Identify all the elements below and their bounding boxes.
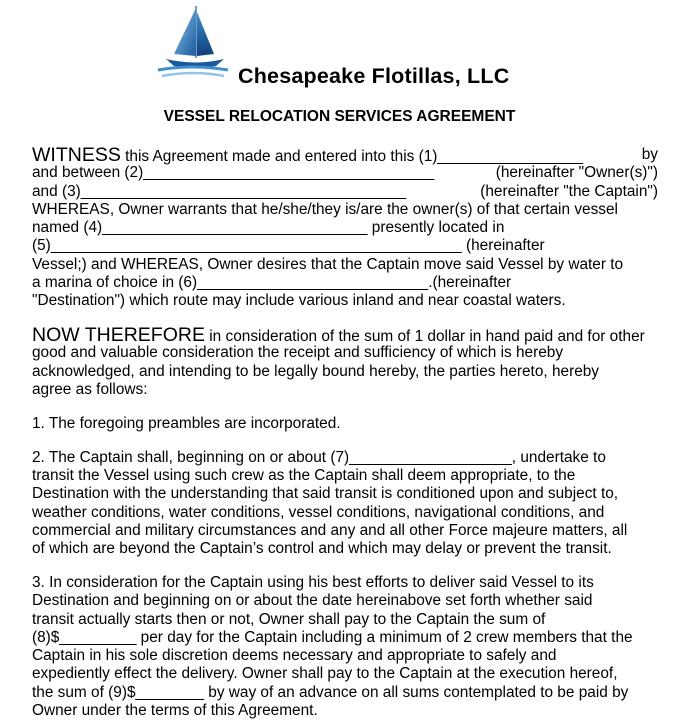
clause-line: the sum of (9)$________ by way of an advance on all sums contemplated to be paid by (32, 683, 629, 701)
now-therefore-line: acknowledged, and intending to be legally bound hereby, the parties hereto, hereby (32, 362, 600, 380)
sailboat-logo-icon (152, 4, 234, 84)
clause-line: of which are beyond the Captain’s control and which may delay or prevent the transit. (32, 540, 612, 558)
witness-line-text: by (641, 146, 658, 163)
witness-line-text: this Agreement made and entered into this (1)_________________ (120, 148, 583, 165)
now-therefore-line-text: in consideration of the sum of 1 dollar in hand paid and for other (204, 328, 645, 346)
witness-line: "Destination") which route may include various inland and near coastal waters. (32, 292, 566, 310)
clause-line: weather conditions, water conditions, vessel conditions, navigational conditions, and (32, 503, 605, 521)
clause-line: Captain in his sole discretion deems necessary and appropriate to safely and (32, 647, 557, 665)
now-therefore-paragraph (32, 326, 658, 399)
now-therefore-line: agree as follows: (32, 381, 148, 399)
clause-line: 3. In consideration for the Captain using his best efforts to deliver said Vessel to its (32, 573, 594, 591)
agreement-body (32, 146, 658, 720)
witness-line: named (4)_______________________________ presently located in (32, 219, 505, 237)
clause-1 (32, 415, 658, 433)
clause-2 (32, 449, 658, 559)
witness-line-text: (hereinafter "Owner(s)") (495, 164, 658, 182)
witness-lead-word: WITNESS (32, 144, 121, 166)
clause-line: Destination and beginning on or about the date hereinabove set forth whether said (32, 592, 593, 610)
clause-line: expediently effect the delivery. Owner shall pay to the Captain at the execution hereof, (32, 665, 618, 683)
now-therefore-lead-word: NOW THEREFORE (32, 324, 205, 347)
witness-line: Vessel;) and WHEREAS, Owner desires that the Captain move said Vessel by water to (32, 255, 624, 273)
clause-line: (8)$_________ per day for the Captain including a minimum of 2 crew members that the (32, 628, 633, 646)
clause-line: transit actually starts then or not, Owner shall pay to the Captain the sum of (32, 610, 546, 628)
witness-line-text: and between (2)__________________________________ (32, 164, 435, 182)
witness-line (32, 183, 658, 201)
clause-line: transit the Vessel using such crew as the Captain shall deem appropriate, to the (32, 466, 576, 484)
clause-line: Destination with the understanding that said transit is conditioned upon and subject to, (32, 485, 619, 503)
witness-line (32, 146, 658, 164)
clause-line: commercial and military circumstances and any and all other Force majeure matters, all (32, 521, 628, 539)
now-therefore-line: good and valuable consideration the receipt and sufficiency of which is hereby (32, 344, 564, 362)
company-name: Chesapeake Flotillas, LLC (238, 64, 510, 88)
witness-line-text: and (3)______________________________________ (32, 182, 407, 200)
witness-line-text: (hereinafter "the Captain") (480, 182, 658, 200)
clause-line: Owner under the terms of this Agreement. (32, 702, 318, 720)
now-therefore-line (32, 324, 658, 347)
clause-line: 2. The Captain shall, beginning on or about (7)___________________, undertake to (32, 448, 606, 466)
witness-line: WHEREAS, Owner warrants that he/she/they is/are the owner(s) of that certain vessel (32, 200, 618, 218)
witness-paragraph (32, 146, 658, 311)
witness-line: (5)________________________________________________ (hereinafter (32, 237, 545, 255)
clause-3 (32, 574, 658, 720)
witness-line: a marina of choice in (6)___________________________.(hereinafter (32, 274, 512, 292)
document-title: VESSEL RELOCATION SERVICES AGREEMENT (163, 108, 516, 125)
clause-line: 1. The foregoing preambles are incorporated. (32, 414, 341, 432)
witness-line (32, 164, 658, 182)
